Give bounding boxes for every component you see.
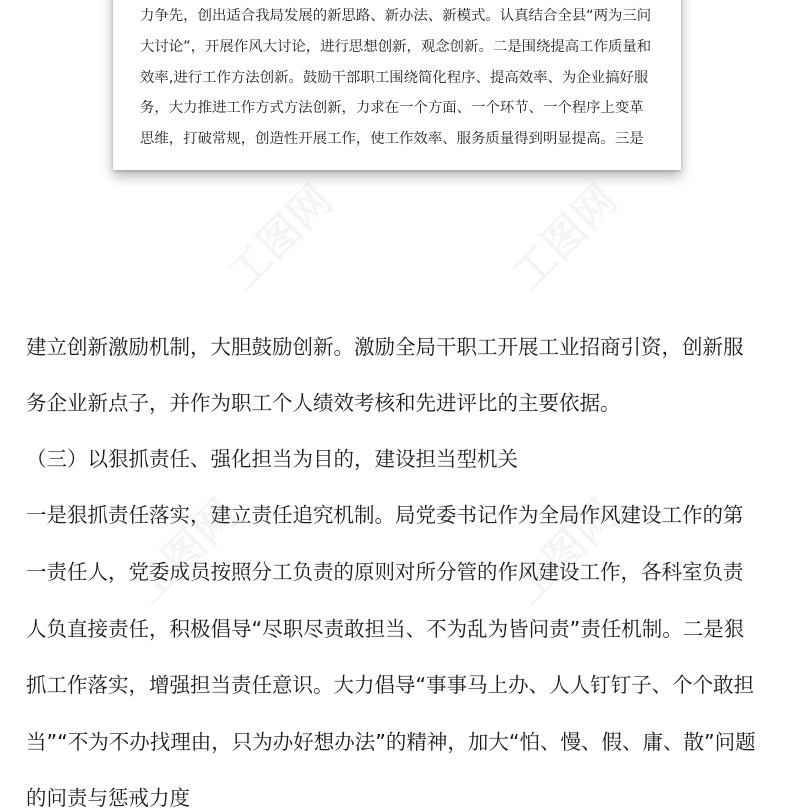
body-text-line: 人负直接责任，积极倡导“尽职尽责敢担当、不为乱为皆问责”责任机制。二是狠 (26, 617, 745, 641)
card-text-line: 力争先，创出适合我局发展的新思路、新办法、新模式。认真结合全县“两为三问 (140, 8, 652, 24)
body-text-line: 当”“不为不办找理由，只为办好想办法”的精神，加大“怕、慢、假、庸、散”问题 (26, 730, 756, 754)
section-heading: （三）以狠抓责任、强化担当为目的，建设担当型机关 (26, 447, 518, 471)
body-text-line: 一是狠抓责任落实，建立责任追究机制。局党委书记作为全局作风建设工作的第 (26, 503, 744, 527)
card-text-line: 效率,进行工作方法创新。鼓励干部职工围绕简化程序、提高效率、为企业搞好服 (140, 70, 649, 86)
document-excerpt-card (113, 0, 681, 170)
body-text-line: 一责任人，党委成员按照分工负责的原则对所分管的作风建设工作，各科室负责 (26, 560, 744, 584)
card-text-line: 务，大力推进工作方式方法创新，力求在一个方面、一个环节、一个程序上变革 (140, 100, 644, 116)
body-text-line: 抓工作落实，增强担当责任意识。大力倡导“事事马上办、人人钉钉子、个个敢担 (26, 673, 755, 697)
watermark (212, 169, 344, 301)
body-text-line: 务企业新点子，并作为职工个人绩效考核和先进评比的主要依据。 (26, 391, 621, 415)
card-text-line: 大讨论”，开展作风大讨论，进行思想创新，观念创新。二是围绕提高工作质量和 (140, 39, 652, 55)
watermark (497, 169, 629, 301)
body-text-line: 的问责与惩戒力度 (26, 786, 190, 810)
body-text-line: 建立创新激励机制，大胆鼓励创新。激励全局干职工开展工业招商引资，创新服 (26, 335, 744, 359)
card-text-line: 思维，打破常规，创造性开展工作，使工作效率、服务质量得到明显提高。三是 (140, 131, 644, 147)
